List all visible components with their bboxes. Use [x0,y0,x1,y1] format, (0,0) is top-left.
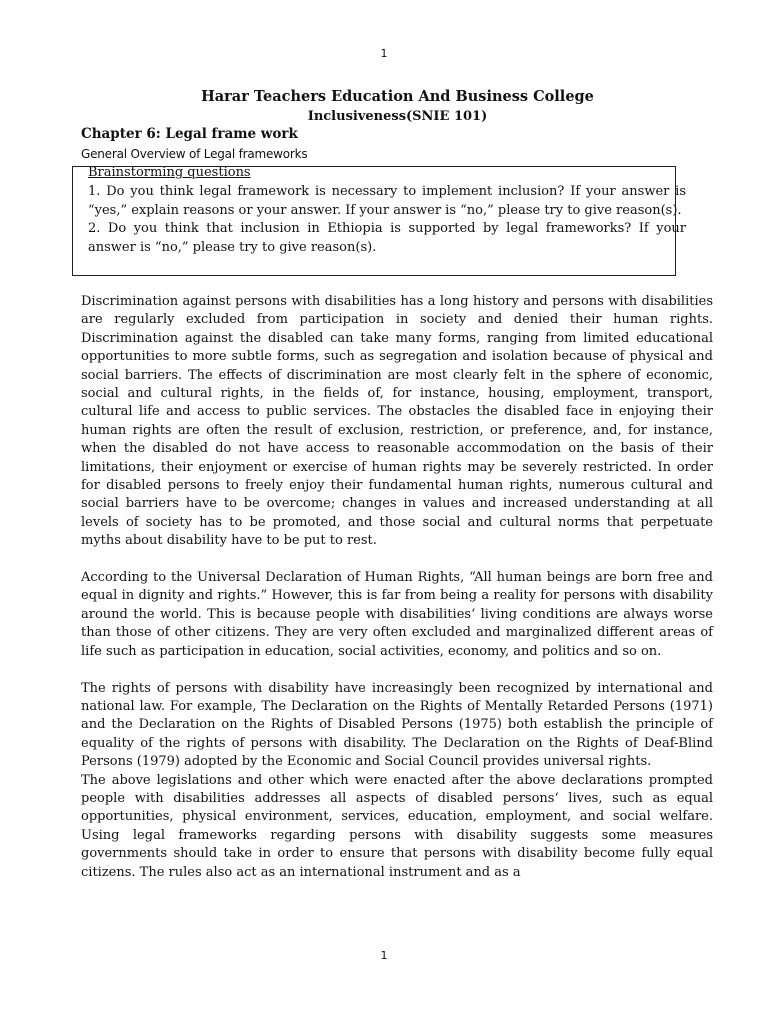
question-2: 2. Do you think that inclusion in Ethiopia is supported by legal frameworks? If your answer is “no,” please try to give reason(s). [88,221,686,255]
brainstorming-heading: Brainstorming questions [88,165,251,180]
paragraph-3: The rights of persons with disability have increasingly been recognized by international and national law. For example, The Declaration on the Rights of Mentally Retarded Persons (1971) and the Declaration on the Rights of Disabled Persons (1975) both establish the principle of equality of the rights of persons with disability. The Declaration on the Rights of Deaf-Blind Persons (1979) adopted by the Economic and Social Council provides universal rights. [81,680,713,770]
paragraph-4: The above legislations and other which were enacted after the above declarations prompted people with disabilities addresses all aspects of disabled persons‘ lives, such as equal opportunities, physical environment, services, education, employment, and social welfare. Using legal frameworks regarding persons with disability suggests some measures governments should take in order to ensure that persons with disability become fully equal citizens. The rules also act as an international instrument and as a [81,772,713,880]
section-heading: General Overview of Legal frameworks [81,147,308,161]
chapter-heading: Chapter 6: Legal frame work [81,126,298,142]
document-title: Harar Teachers Education And Business College [201,88,594,105]
page-number-bottom: 1 [380,949,388,962]
brainstorming-questions [88,183,686,257]
question-1: 1. Do you think legal framework is necessary to implement inclusion? If your answer is “yes,” explain reasons or your answer. If your answer is “no,” please try to give reason(s). [88,184,686,218]
paragraph-1: Discrimination against persons with disabilities has a long history and persons with disabilities are regularly excluded from participation in society and denied their human rights. Discrimination against the disabled can take many forms, ranging from limited educational opportunities to more subtle forms, such as segregation and isolation because of physical and social barriers. The effects of discrimination are most clearly felt in the sphere of economic, social and cultural rights, in the fields of, for instance, housing, employment, transport, cultural life and access to public services. The obstacles the disabled face in enjoying their human rights are often the result of exclusion, restriction, or preference, and, for instance, when the disabled do not have access to reasonable accommodation on the basis of their limitations, their enjoyment or exercise of human rights may be severely restricted. In order for disabled persons to freely enjoy their fundamental human rights, numerous cultural and social barriers have to be overcome; changes in values and increased understanding at all levels of society has to be promoted, and those social and cultural norms that perpetuate myths about disability have to be put to rest. [81,294,713,549]
document-subtitle: Inclusiveness(SNIE 101) [307,109,488,124]
paragraph-2: According to the Universal Declaration of Human Rights, “All human beings are born free and equal in dignity and rights.” However, this is far from being a reality for persons with disability around the world. This is because people with disabilities‘ living conditions are always worse than those of other citizens. They are very often excluded and marginalized different areas of life such as participation in education, social activities, economy, and politics and so on. [81,570,713,659]
page-number-top: 1 [380,47,388,60]
body-text [81,293,713,882]
